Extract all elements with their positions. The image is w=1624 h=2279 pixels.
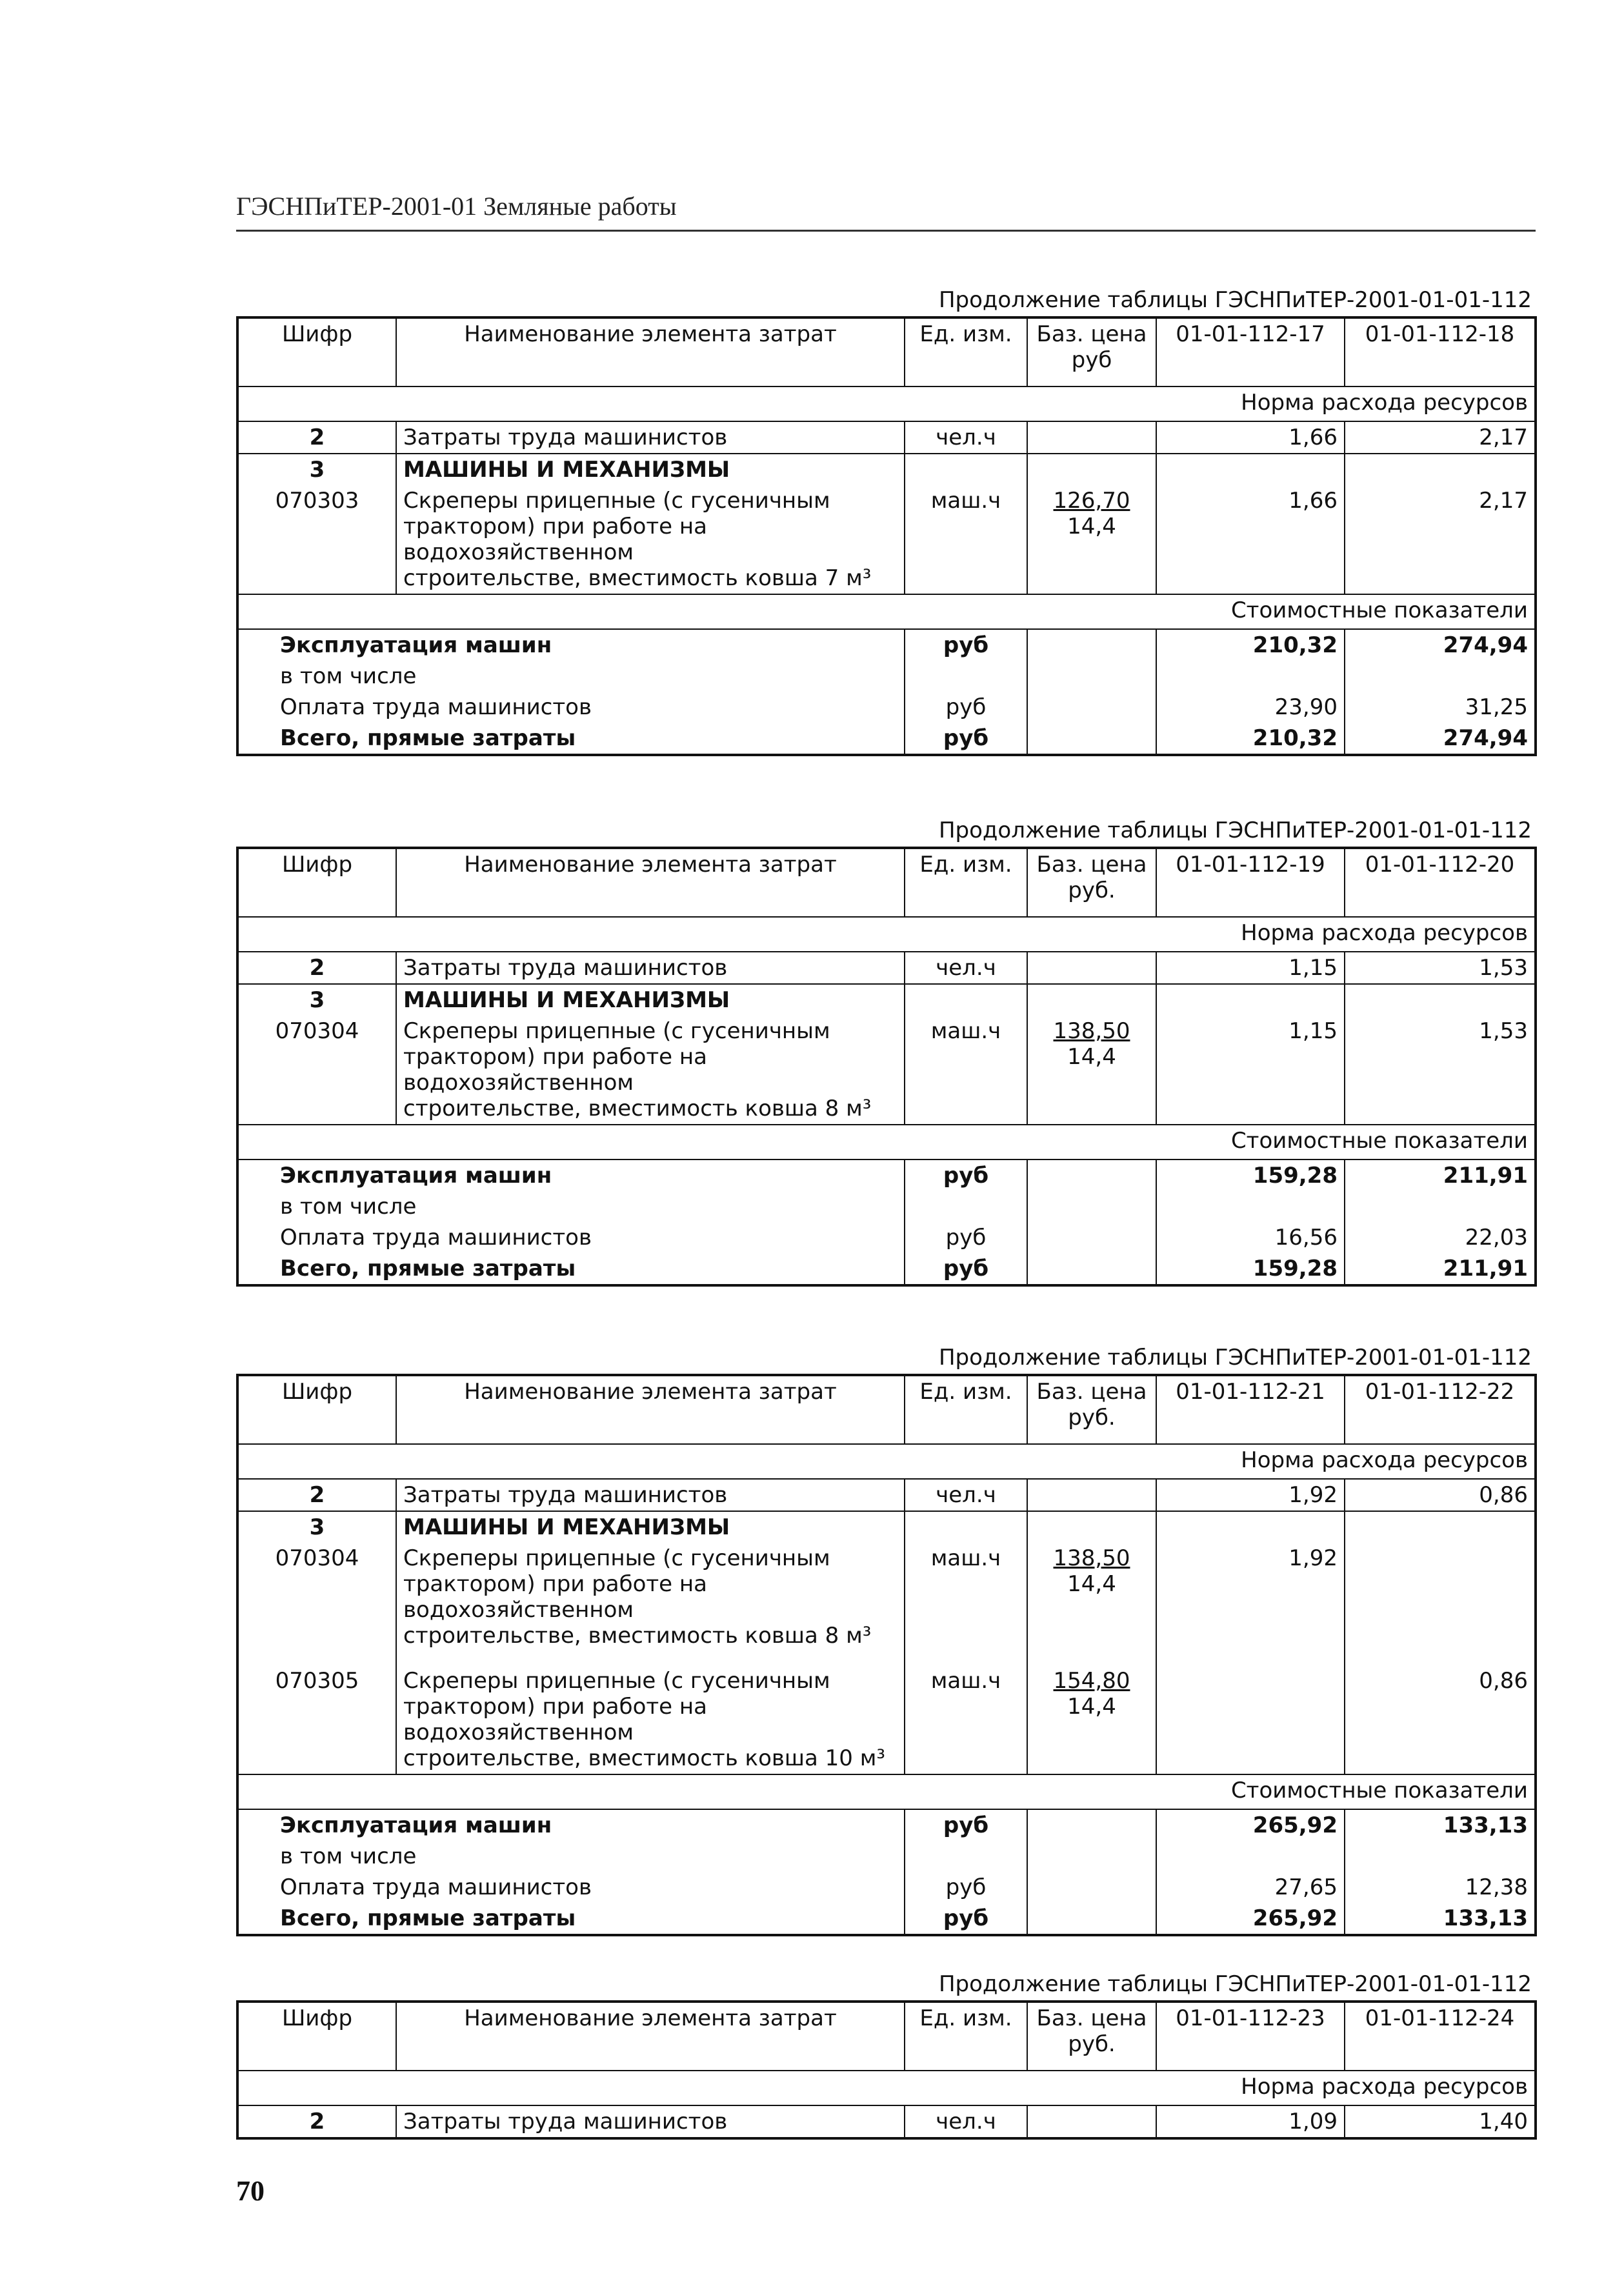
machine-row — [237, 1543, 1536, 1665]
total-cost-row-label: Всего, прямые затраты — [280, 1256, 576, 1281]
cost-band-row — [237, 1125, 1536, 1160]
column-header-norm-b: 01-01-112-22 — [1345, 1375, 1536, 1444]
total-cost-row-value-b: 274,94 — [1345, 723, 1536, 755]
including-row — [237, 661, 1536, 692]
labor-code: 2 — [237, 2105, 396, 2138]
machine-base-price — [1027, 485, 1156, 594]
machines-header-row — [237, 454, 1536, 485]
total-cost-row-value-b: 211,91 — [1345, 1253, 1536, 1285]
machines-header-empty-cell — [905, 1511, 1027, 1543]
labor-row — [237, 2105, 1536, 2138]
labor-price — [1027, 421, 1156, 454]
column-header-name: Наименование элемента затрат — [396, 1375, 905, 1444]
including-empty-cell — [1027, 1841, 1156, 1872]
labor-norm-b: 1,53 — [1345, 952, 1536, 984]
cost-band-label: Стоимостные показатели — [237, 1125, 1536, 1160]
machines-header-empty-cell — [905, 984, 1027, 1016]
column-header-base-price: Баз. цена руб. — [1027, 848, 1156, 917]
labor-unit: чел.ч — [905, 2105, 1027, 2138]
operation-cost-row-unit: руб — [905, 1160, 1027, 1191]
machine-price-wage: 14,4 — [1067, 1044, 1116, 1070]
labor-code: 2 — [237, 952, 396, 984]
machines-group-code: 3 — [309, 457, 325, 483]
machine-code: 070305 — [237, 1665, 396, 1774]
table-header-row — [237, 2002, 1536, 2071]
norm-band-row — [237, 1444, 1536, 1479]
wages-row-value-b: 22,03 — [1345, 1222, 1536, 1253]
table-header-row — [237, 317, 1536, 387]
machine-price-wage: 14,4 — [1067, 1571, 1116, 1597]
machine-description-line: строительстве, вместимость ковша 8 м³ — [403, 1096, 872, 1121]
total-cost-row-value-a: 159,28 — [1156, 1253, 1345, 1285]
column-header-norm-b: 01-01-112-18 — [1345, 317, 1536, 387]
operation-cost-row-value-b: 133,13 — [1345, 1809, 1536, 1841]
including-empty-cell — [905, 661, 1027, 692]
labor-norm-a: 1,09 — [1156, 2105, 1345, 2138]
page-header-title: ГЭСНПиТЕР-2001-01 Земляные работы — [236, 192, 677, 221]
column-header-name: Наименование элемента затрат — [396, 848, 905, 917]
table-continuation-caption: Продолжение таблицы ГЭСНПиТЕР-2001-01-01-112 — [938, 1971, 1532, 1997]
cost-band-label: Стоимостные показатели — [237, 1774, 1536, 1809]
cost-table — [236, 847, 1537, 1287]
labor-row — [237, 1479, 1536, 1511]
total-cost-row-value-b: 133,13 — [1345, 1903, 1536, 1935]
machines-header-row — [237, 984, 1536, 1016]
including-empty-cell — [905, 1191, 1027, 1222]
labor-name: Затраты труда машинистов — [396, 2105, 905, 2138]
machine-description-line: Скреперы прицепные (с гусеничным — [403, 1018, 830, 1044]
machine-unit: маш.ч — [905, 1665, 1027, 1774]
machines-header-row — [237, 1511, 1536, 1543]
column-header-code: Шифр — [237, 848, 396, 917]
column-header-norm-a: 01-01-112-19 — [1156, 848, 1345, 917]
operation-cost-row-price-empty — [1027, 1160, 1156, 1191]
machines-header-empty-cell — [905, 454, 1027, 485]
norm-band-row — [237, 2071, 1536, 2105]
machine-description — [396, 1665, 905, 1774]
machine-description-line: строительстве, вместимость ковша 8 м³ — [403, 1623, 872, 1649]
wages-row-unit: руб — [905, 1222, 1027, 1253]
machine-norm-b: 1,53 — [1345, 1016, 1536, 1125]
labor-code: 2 — [237, 1479, 396, 1511]
column-header-unit: Ед. изм. — [905, 848, 1027, 917]
machine-description — [396, 1543, 905, 1665]
machine-norm-a: 1,66 — [1156, 485, 1345, 594]
operation-cost-row-price-empty — [1027, 629, 1156, 661]
machine-price-value: 138,50 — [1053, 1018, 1130, 1044]
column-header-code: Шифр — [237, 1375, 396, 1444]
machines-header-empty-cell — [1345, 984, 1536, 1016]
page-number: 70 — [236, 2175, 265, 2207]
including-label: в том числе — [280, 1843, 417, 1869]
column-header-base-price: Баз. цена руб. — [1027, 1375, 1156, 1444]
machine-description-line: трактором) при работе на водохозяйственном — [403, 1571, 707, 1623]
machine-norm-a: 1,92 — [1156, 1543, 1345, 1665]
total-cost-row-value-a: 265,92 — [1156, 1903, 1345, 1935]
machines-header-empty-cell — [1156, 1511, 1345, 1543]
machine-description-line: строительстве, вместимость ковша 10 м³ — [403, 1745, 886, 1771]
column-header-norm-a: 01-01-112-23 — [1156, 2002, 1345, 2071]
table-continuation-caption: Продолжение таблицы ГЭСНПиТЕР-2001-01-01-112 — [938, 818, 1532, 843]
operation-cost-row-label: Эксплуатация машин — [280, 1163, 552, 1189]
operation-cost-row-value-a: 159,28 — [1156, 1160, 1345, 1191]
labor-unit: чел.ч — [905, 1479, 1027, 1511]
wages-row-value-b: 31,25 — [1345, 692, 1536, 723]
norm-band-row — [237, 917, 1536, 952]
machines-header-empty-cell — [1027, 1511, 1156, 1543]
norm-band-label: Норма расхода ресурсов — [237, 1444, 1536, 1479]
cost-table — [236, 1374, 1537, 1936]
machine-description-line: трактором) при работе на водохозяйственном — [403, 1694, 707, 1745]
cost-table-block — [236, 1341, 1534, 1936]
header-rule — [236, 230, 1536, 232]
operation-cost-row-price-empty — [1027, 1809, 1156, 1841]
labor-name: Затраты труда машинистов — [396, 952, 905, 984]
machines-header-empty-cell — [1345, 1511, 1536, 1543]
including-label: в том числе — [280, 663, 417, 689]
wages-row-value-a: 27,65 — [1156, 1872, 1345, 1903]
machines-group-code: 3 — [309, 987, 325, 1013]
wages-row — [237, 1872, 1536, 1903]
column-header-unit: Ед. изм. — [905, 2002, 1027, 2071]
labor-name: Затраты труда машинистов — [396, 421, 905, 454]
machine-price-wage: 14,4 — [1067, 1694, 1116, 1720]
total-cost-row-price-empty — [1027, 1903, 1156, 1935]
column-header-base-price: Баз. цена руб. — [1027, 2002, 1156, 2071]
including-label: в том числе — [280, 1194, 417, 1220]
machine-norm-b: 2,17 — [1345, 485, 1536, 594]
operation-cost-row-label: Эксплуатация машин — [280, 1812, 552, 1838]
norm-band-label: Норма расхода ресурсов — [237, 387, 1536, 421]
machine-base-price — [1027, 1665, 1156, 1774]
machine-price-value: 126,70 — [1053, 488, 1130, 514]
machines-header-empty-cell — [1345, 454, 1536, 485]
machines-header-empty-cell — [1156, 984, 1345, 1016]
machines-group-title: МАШИНЫ И МЕХАНИЗМЫ — [396, 984, 905, 1016]
machine-description — [396, 485, 905, 594]
machine-description-line: трактором) при работе на водохозяйственном — [403, 514, 707, 565]
including-empty-cell — [1027, 1191, 1156, 1222]
norm-band-label: Норма расхода ресурсов — [237, 2071, 1536, 2105]
machine-base-price — [1027, 1543, 1156, 1665]
operation-cost-row-unit: руб — [905, 629, 1027, 661]
operation-cost-row-unit: руб — [905, 1809, 1027, 1841]
including-empty-cell — [1345, 1841, 1536, 1872]
operation-cost-row — [237, 629, 1536, 661]
machine-description — [396, 1016, 905, 1125]
total-cost-row — [237, 1903, 1536, 1935]
machines-header-empty-cell — [1027, 454, 1156, 485]
labor-norm-a: 1,66 — [1156, 421, 1345, 454]
wages-row-label: Оплата труда машинистов — [280, 1225, 592, 1250]
labor-unit: чел.ч — [905, 421, 1027, 454]
wages-row-unit: руб — [905, 1872, 1027, 1903]
machine-code: 070304 — [275, 1545, 359, 1571]
cost-table-block — [236, 1968, 1534, 2140]
machine-price-value: 138,50 — [1053, 1545, 1130, 1571]
labor-price — [1027, 952, 1156, 984]
machine-norm-a — [1156, 1665, 1345, 1774]
including-empty-cell — [1345, 661, 1536, 692]
including-row — [237, 1841, 1536, 1872]
machine-price-value: 154,80 — [1053, 1668, 1130, 1694]
machines-header-empty-cell — [1027, 984, 1156, 1016]
cost-table-block — [236, 284, 1534, 756]
wages-row-price-empty — [1027, 1872, 1156, 1903]
column-header-unit: Ед. изм. — [905, 317, 1027, 387]
operation-cost-row-label: Эксплуатация машин — [280, 632, 552, 658]
column-header-name: Наименование элемента затрат — [396, 2002, 905, 2071]
operation-cost-row — [237, 1809, 1536, 1841]
cost-table-block — [236, 814, 1534, 1287]
including-empty-cell — [1156, 1191, 1345, 1222]
total-cost-row-price-empty — [1027, 723, 1156, 755]
machine-norm-a: 1,15 — [1156, 1016, 1345, 1125]
machine-row — [237, 485, 1536, 594]
including-empty-cell — [905, 1841, 1027, 1872]
column-header-name: Наименование элемента затрат — [396, 317, 905, 387]
table-continuation-caption: Продолжение таблицы ГЭСНПиТЕР-2001-01-01-112 — [938, 1345, 1532, 1370]
total-cost-row-unit: руб — [905, 1253, 1027, 1285]
column-header-norm-a: 01-01-112-17 — [1156, 317, 1345, 387]
wages-row — [237, 1222, 1536, 1253]
wages-row-price-empty — [1027, 1222, 1156, 1253]
wages-row-label: Оплата труда машинистов — [280, 694, 592, 720]
labor-name: Затраты труда машинистов — [396, 1479, 905, 1511]
labor-code: 2 — [237, 421, 396, 454]
total-cost-row-price-empty — [1027, 1253, 1156, 1285]
operation-cost-row-value-a: 265,92 — [1156, 1809, 1345, 1841]
cost-band-label: Стоимостные показатели — [237, 594, 1536, 629]
total-cost-row — [237, 1253, 1536, 1285]
labor-norm-a: 1,15 — [1156, 952, 1345, 984]
column-header-norm-b: 01-01-112-24 — [1345, 2002, 1536, 2071]
total-cost-row-label: Всего, прямые затраты — [280, 1905, 576, 1931]
including-empty-cell — [1156, 661, 1345, 692]
table-continuation-caption: Продолжение таблицы ГЭСНПиТЕР-2001-01-01-112 — [938, 287, 1532, 313]
labor-norm-a: 1,92 — [1156, 1479, 1345, 1511]
column-header-norm-a: 01-01-112-21 — [1156, 1375, 1345, 1444]
column-header-base-price: Баз. цена руб — [1027, 317, 1156, 387]
cost-table — [236, 2000, 1537, 2140]
including-empty-cell — [1345, 1191, 1536, 1222]
norm-band-row — [237, 387, 1536, 421]
column-header-code: Шифр — [237, 2002, 396, 2071]
machine-row — [237, 1665, 1536, 1774]
wages-row-price-empty — [1027, 692, 1156, 723]
machine-unit: маш.ч — [905, 1543, 1027, 1665]
machines-header-empty-cell — [1156, 454, 1345, 485]
operation-cost-row — [237, 1160, 1536, 1191]
machine-row — [237, 1016, 1536, 1125]
machine-norm-b — [1345, 1543, 1536, 1665]
machine-description-line: строительстве, вместимость ковша 7 м³ — [403, 565, 872, 591]
operation-cost-row-value-a: 210,32 — [1156, 629, 1345, 661]
operation-cost-row-value-b: 211,91 — [1345, 1160, 1536, 1191]
wages-row-value-b: 12,38 — [1345, 1872, 1536, 1903]
labor-row — [237, 952, 1536, 984]
labor-row — [237, 421, 1536, 454]
cost-band-row — [237, 1774, 1536, 1809]
including-empty-cell — [1156, 1841, 1345, 1872]
column-header-norm-b: 01-01-112-20 — [1345, 848, 1536, 917]
machine-unit: маш.ч — [905, 1016, 1027, 1125]
operation-cost-row-value-b: 274,94 — [1345, 629, 1536, 661]
including-empty-cell — [1027, 661, 1156, 692]
machine-code: 070304 — [237, 1016, 396, 1125]
machine-base-price — [1027, 1016, 1156, 1125]
column-header-code: Шифр — [237, 317, 396, 387]
table-header-row — [237, 1375, 1536, 1444]
machine-price-wage: 14,4 — [1067, 514, 1116, 539]
total-cost-row-unit: руб — [905, 1903, 1027, 1935]
cost-band-row — [237, 594, 1536, 629]
labor-norm-b: 2,17 — [1345, 421, 1536, 454]
total-cost-row-unit: руб — [905, 723, 1027, 755]
labor-unit: чел.ч — [905, 952, 1027, 984]
norm-band-label: Норма расхода ресурсов — [237, 917, 1536, 952]
cost-table — [236, 316, 1537, 756]
table-header-row — [237, 848, 1536, 917]
machine-description-line: Скреперы прицепные (с гусеничным — [403, 1668, 830, 1694]
column-header-unit: Ед. изм. — [905, 1375, 1027, 1444]
machine-unit: маш.ч — [905, 485, 1027, 594]
machine-description-line: Скреперы прицепные (с гусеничным — [403, 488, 830, 514]
machines-group-title: МАШИНЫ И МЕХАНИЗМЫ — [396, 454, 905, 485]
machine-description-line: трактором) при работе на водохозяйственном — [403, 1044, 707, 1096]
labor-norm-b: 1,40 — [1345, 2105, 1536, 2138]
labor-price — [1027, 2105, 1156, 2138]
machine-norm-b: 0,86 — [1345, 1665, 1536, 1774]
machines-group-title: МАШИНЫ И МЕХАНИЗМЫ — [396, 1511, 905, 1543]
total-cost-row-label: Всего, прямые затраты — [280, 725, 576, 751]
machine-code: 070303 — [237, 485, 396, 594]
wages-row-value-a: 23,90 — [1156, 692, 1345, 723]
wages-row-value-a: 16,56 — [1156, 1222, 1345, 1253]
total-cost-row — [237, 723, 1536, 755]
including-row — [237, 1191, 1536, 1222]
wages-row-unit: руб — [905, 692, 1027, 723]
wages-row-label: Оплата труда машинистов — [280, 1874, 592, 1900]
total-cost-row-value-a: 210,32 — [1156, 723, 1345, 755]
machine-description-line: Скреперы прицепные (с гусеничным — [403, 1545, 830, 1571]
labor-norm-b: 0,86 — [1345, 1479, 1536, 1511]
wages-row — [237, 692, 1536, 723]
labor-price — [1027, 1479, 1156, 1511]
machines-group-code: 3 — [309, 1514, 325, 1540]
